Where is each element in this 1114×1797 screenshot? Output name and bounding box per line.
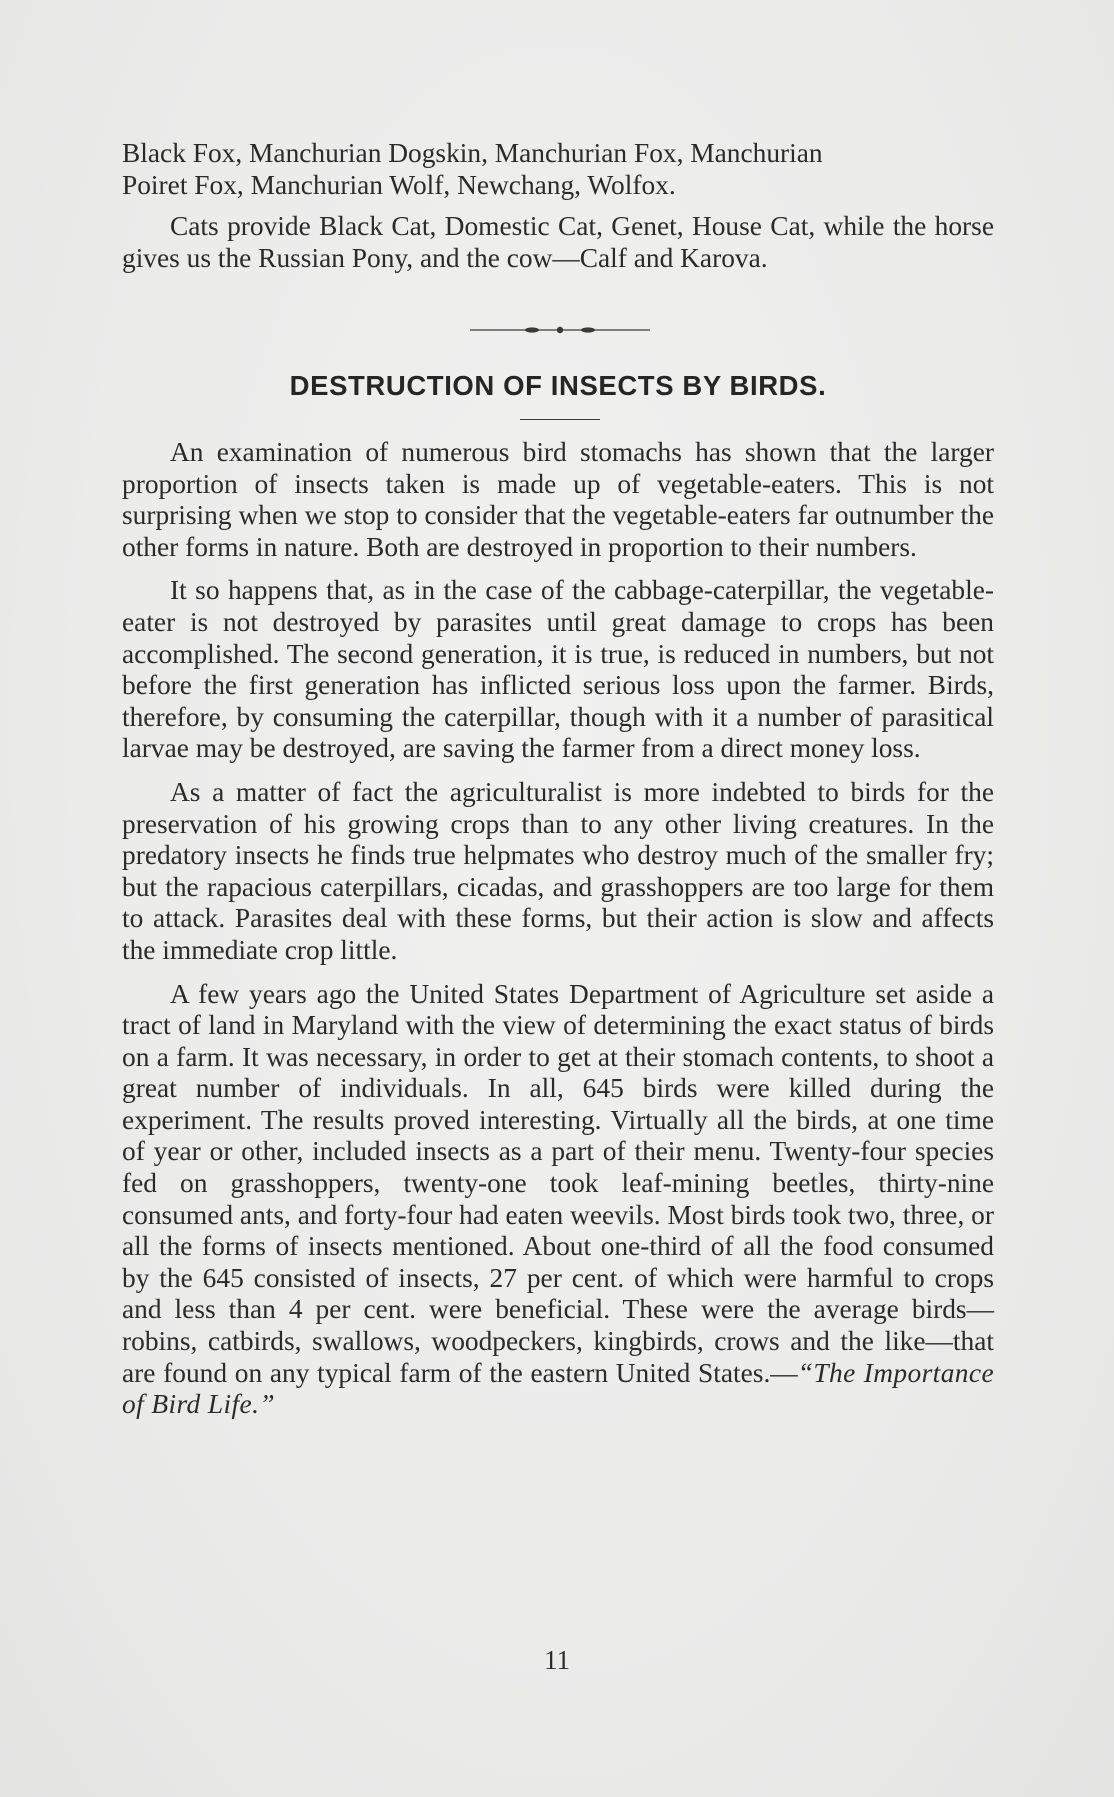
paragraph-4 bbox=[122, 979, 994, 1421]
quote-source: “The Importance of Bird Life.” bbox=[122, 1357, 995, 1420]
continuation-line-1: Black Fox, Manchurian Dogskin, Manchurian Fox, Manchurian bbox=[122, 138, 823, 168]
paragraph-3: As a matter of fact the agriculturalist is more indebted to birds for the preservation of his growing crops than to any other living creatures. In the predatory insects he finds true helpmates who destroy much of the smaller fry; but the rapacious caterpillars, cicadas, and grasshoppers are too large for them to attack. Parasites deal with these forms, but their action is slow and affects the immediate crop little. bbox=[122, 776, 994, 965]
paragraph-2: It so happens that, as in the case of the cabbage-caterpillar, the vegetable-eater is not destroyed by parasites until great damage to crops has been accomplished. The second generation, it is true, is reduced in numbers, but not before the first generation has inflicted serious loss upon the farmer. Birds, therefore, by consuming the caterpillar, though with it a number of parasitical larvae may be destroyed, are saving the farmer from a direct money loss. bbox=[122, 575, 994, 764]
continuation-lines bbox=[122, 138, 994, 201]
page-number: 11 bbox=[544, 1645, 570, 1675]
cats-paragraph: Cats provide Black Cat, Domestic Cat, Genet, House Cat, while the horse gives us the Russian Pony, and the cow—Calf and Karova. bbox=[122, 211, 994, 273]
section-title: DESTRUCTION OF INSECTS BY BIRDS. bbox=[289, 370, 827, 401]
continuation-line-2: Poiret Fox, Manchurian Wolf, Newchang, Wolfox. bbox=[122, 169, 676, 200]
title-underline bbox=[520, 419, 600, 420]
ornament-divider bbox=[470, 322, 650, 338]
paragraph-4-text: A few years ago the United States Department of Agriculture set aside a tract of land in Maryland with the view of determining the exact status of birds on a farm. It was necessary, in order to get at their stomach contents, to shoot a great number of individuals. In all, 645 birds were killed during the experiment. The results proved interesting. Virtually all the birds, at one time of year or other, included insects as a part of their menu. Twenty-four species fed on grasshoppers, twenty-one took leaf-mining beetles, thirty-nine consumed ants, and forty-four had eaten weevils. Most birds took two, three, or all the forms of insects mentioned. About one-third of all the food consumed by the 645 consisted of insects, 27 per cent. of which were harmful to crops and less than 4 per cent. were beneficial. These were the average birds—robins, catbirds, swallows, woodpeckers, kingbirds, crows and the like—that are found on any typical farm of the eastern United States.— bbox=[122, 978, 994, 1388]
section-body bbox=[122, 437, 994, 1433]
continuation-text bbox=[122, 138, 994, 286]
paragraph-1: An examination of numerous bird stomachs has shown that the larger proportion of insects taken is made up of vegetable-eaters. This is not surprising when we stop to consider that the vegetable-eaters far outnumber the other forms in nature. Both are destroyed in proportion to their numbers. bbox=[122, 437, 994, 562]
